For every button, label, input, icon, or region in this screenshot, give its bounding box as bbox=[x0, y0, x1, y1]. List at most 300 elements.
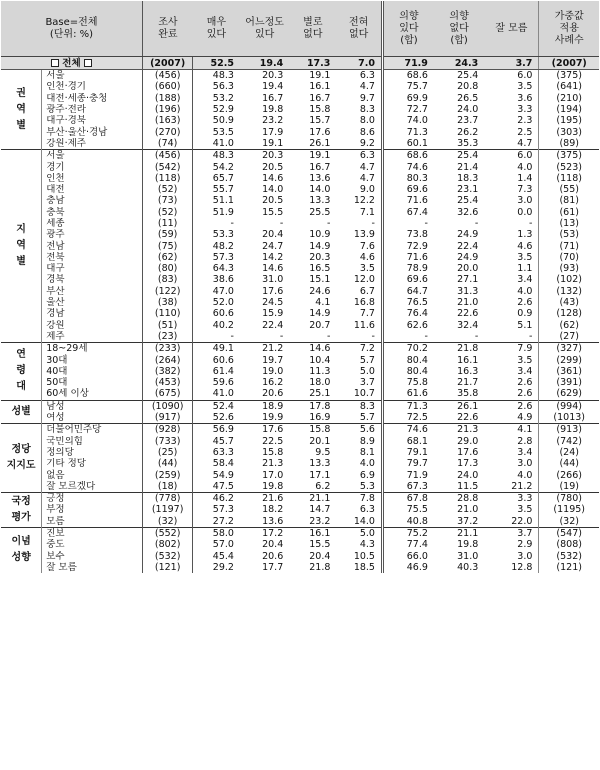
percent-cell: 14.9 bbox=[309, 240, 331, 252]
row-label-cell: 서울 bbox=[42, 70, 143, 82]
row-label-cell: 정의당 bbox=[42, 447, 143, 458]
percent-cell: 2.6 bbox=[517, 377, 533, 389]
percent-cell: 10.9 bbox=[309, 229, 331, 241]
percent-cell: 4.1 bbox=[484, 424, 539, 436]
weighted-count-cell: (55) bbox=[539, 184, 599, 195]
percent-cell: 11.5 bbox=[457, 480, 479, 492]
percent-cell: - bbox=[371, 218, 375, 229]
column-header-line: 없다 bbox=[349, 28, 369, 40]
percent-cell: 25.4 bbox=[434, 150, 484, 162]
percent-cell: 7.7 bbox=[359, 308, 375, 320]
percent-cell: 47.0 bbox=[212, 285, 234, 297]
percent-cell: 21.3 bbox=[434, 424, 484, 436]
table-row bbox=[1, 207, 599, 218]
percent-cell: 20.1 bbox=[309, 435, 331, 447]
weighted-count-cell: (994) bbox=[539, 400, 599, 412]
percent-cell: 2.3 bbox=[517, 115, 533, 127]
percent-cell: 25.1 bbox=[309, 388, 331, 400]
column-header-line: 잘 모름 bbox=[495, 22, 528, 34]
percent-cell: 52.9 bbox=[212, 104, 234, 116]
percent-cell: 28.8 bbox=[434, 492, 484, 504]
table-row bbox=[1, 377, 599, 388]
column-header-line: 없다 bbox=[303, 28, 323, 40]
percent-cell: 21.6 bbox=[240, 492, 289, 504]
row-label-cell: 국민의힘 bbox=[42, 436, 143, 447]
percent-cell: 21.3 bbox=[262, 458, 284, 470]
percent-cell: 17.1 bbox=[309, 469, 331, 481]
percent-cell: 14.7 bbox=[309, 504, 331, 516]
percent-cell: 3.4 bbox=[517, 365, 533, 377]
weighted-count-cell: (1013) bbox=[539, 412, 599, 424]
percent-cell: 23.7 bbox=[457, 115, 479, 127]
row-label-cell: 인천·경기 bbox=[42, 81, 143, 92]
sample-count-cell: (110) bbox=[142, 308, 192, 319]
percent-cell: 3.3 bbox=[517, 104, 533, 116]
sample-count-cell: (32) bbox=[142, 516, 192, 528]
percent-cell: 15.8 bbox=[262, 446, 284, 458]
weighted-count-cell: (19) bbox=[539, 481, 599, 493]
percent-cell: 20.3 bbox=[309, 251, 331, 263]
row-label-cell: 긍정 bbox=[42, 492, 143, 504]
percent-cell: 17.6 bbox=[457, 446, 479, 458]
table-row bbox=[1, 297, 599, 308]
weighted-count-cell: (81) bbox=[539, 195, 599, 206]
weighted-count-cell: (2007) bbox=[539, 57, 599, 70]
row-label-cell: 없음 bbox=[42, 469, 143, 480]
table-row bbox=[1, 481, 599, 493]
percent-cell: 32.6 bbox=[457, 206, 479, 218]
percent-cell: 4.7 bbox=[359, 161, 375, 173]
weighted-count-cell: (61) bbox=[539, 207, 599, 218]
column-header-line: 있다 bbox=[254, 28, 275, 40]
row-label-cell: 울산 bbox=[42, 297, 143, 308]
percent-cell: 20.5 bbox=[262, 161, 284, 173]
table-row bbox=[1, 184, 599, 195]
sample-count-cell: (259) bbox=[142, 469, 192, 480]
percent-cell: 3.0 bbox=[517, 458, 533, 470]
percent-cell: 64.7 bbox=[382, 286, 433, 297]
sample-count-cell: (52) bbox=[142, 184, 192, 195]
percent-cell: 71.6 bbox=[382, 252, 433, 263]
percent-cell: 61.4 bbox=[212, 365, 234, 377]
column-header bbox=[240, 1, 289, 57]
percent-cell: 15.5 bbox=[309, 539, 331, 551]
column-header-line: 있다 bbox=[399, 22, 419, 34]
percent-cell: 66.0 bbox=[382, 550, 433, 561]
weighted-count-cell: (102) bbox=[539, 274, 599, 285]
percent-cell: 17.6 bbox=[262, 285, 284, 297]
percent-cell: 69.6 bbox=[382, 274, 433, 285]
column-header-line: 가중값 bbox=[554, 10, 584, 22]
percent-cell: 20.4 bbox=[309, 550, 331, 562]
percent-cell: 10.4 bbox=[309, 354, 331, 366]
row-label-cell: 전북 bbox=[42, 252, 143, 263]
percent-cell: 76.5 bbox=[382, 297, 433, 308]
percent-cell: - bbox=[230, 218, 234, 229]
percent-cell: 23.1 bbox=[457, 184, 479, 196]
percent-cell: 24.6 bbox=[309, 285, 331, 297]
table-row bbox=[1, 70, 599, 82]
weighted-count-cell: (43) bbox=[539, 297, 599, 308]
percent-cell: 25.5 bbox=[309, 206, 331, 218]
percent-cell: 71.9 bbox=[382, 57, 433, 70]
percent-cell: 20.4 bbox=[262, 229, 284, 241]
table-row bbox=[1, 539, 599, 550]
percent-cell: 4.9 bbox=[517, 412, 533, 424]
table-row bbox=[1, 424, 599, 436]
sample-count-cell: (532) bbox=[142, 550, 192, 561]
percent-cell: 3.7 bbox=[484, 527, 539, 539]
percent-cell: - bbox=[474, 218, 479, 229]
square-bullet-icon bbox=[51, 59, 59, 67]
percent-cell: 17.2 bbox=[240, 527, 289, 539]
weighted-count-cell: (70) bbox=[539, 252, 599, 263]
percent-cell: 8.3 bbox=[359, 104, 375, 116]
weighted-count-cell: (13) bbox=[539, 218, 599, 229]
percent-cell: 17.6 bbox=[240, 424, 289, 436]
percent-cell: 21.0 bbox=[457, 297, 479, 309]
percent-cell: 15.8 bbox=[309, 104, 331, 116]
percent-cell: 0.0 bbox=[517, 206, 533, 218]
percent-cell: 61.6 bbox=[382, 388, 433, 400]
column-header-line: 의향 bbox=[399, 10, 419, 22]
row-label-cell: 대구·경북 bbox=[42, 115, 143, 126]
weighted-count-cell: (375) bbox=[539, 70, 599, 82]
percent-cell: 41.0 bbox=[212, 137, 234, 149]
percent-cell: 15.7 bbox=[309, 115, 331, 127]
sample-count-cell: (51) bbox=[142, 320, 192, 331]
sample-count-cell: (38) bbox=[142, 297, 192, 308]
percent-cell: 24.0 bbox=[457, 104, 479, 116]
sample-count-cell: (270) bbox=[142, 126, 192, 137]
percent-cell: 4.0 bbox=[517, 161, 533, 173]
table-row bbox=[1, 263, 599, 274]
percent-cell: 3.4 bbox=[517, 274, 533, 286]
percent-cell: 24.5 bbox=[262, 297, 284, 309]
weighted-count-cell: (299) bbox=[539, 354, 599, 365]
percent-cell: 20.4 bbox=[262, 539, 284, 551]
row-label-cell: 제주 bbox=[42, 331, 143, 343]
percent-cell: 21.0 bbox=[457, 504, 479, 516]
percent-cell: 25.4 bbox=[457, 70, 479, 82]
percent-cell: 67.4 bbox=[382, 207, 433, 218]
percent-cell: 48.2 bbox=[212, 240, 234, 252]
percent-cell: 4.7 bbox=[359, 81, 375, 93]
column-header-line: 전혀 bbox=[349, 16, 369, 28]
column-header-line: (합) bbox=[450, 34, 468, 46]
table-row bbox=[1, 104, 599, 115]
sample-count-cell: (188) bbox=[142, 93, 192, 104]
percent-cell: 18.0 bbox=[309, 377, 331, 389]
percent-cell: 6.3 bbox=[336, 150, 382, 162]
percent-cell: 11.6 bbox=[353, 319, 375, 331]
percent-cell: 24.7 bbox=[262, 240, 284, 252]
percent-cell: - bbox=[528, 218, 533, 229]
percent-cell: 10.5 bbox=[353, 550, 375, 562]
percent-cell: 63.3 bbox=[212, 446, 234, 458]
percent-cell: 16.3 bbox=[457, 365, 479, 377]
percent-cell: 40.3 bbox=[457, 561, 479, 573]
percent-cell: 57.0 bbox=[212, 539, 234, 551]
percent-cell: 24.0 bbox=[457, 469, 479, 481]
percent-cell: 15.9 bbox=[262, 308, 284, 320]
percent-cell: 19.1 bbox=[289, 150, 336, 162]
percent-cell: 72.9 bbox=[382, 240, 433, 251]
row-label-cell: 잘 모름 bbox=[42, 562, 143, 573]
row-label-cell: 강원 bbox=[42, 320, 143, 331]
sample-count-cell: (778) bbox=[142, 492, 192, 504]
percent-cell: 48.3 bbox=[193, 150, 240, 162]
percent-cell: 60.6 bbox=[212, 354, 234, 366]
percent-cell: 71.3 bbox=[382, 126, 433, 137]
percent-cell: 51.9 bbox=[212, 206, 234, 218]
percent-cell: 21.8 bbox=[309, 561, 331, 573]
row-label-cell: 인천 bbox=[42, 173, 143, 184]
percent-cell: 6.7 bbox=[359, 285, 375, 297]
percent-cell: 35.3 bbox=[457, 137, 479, 149]
column-header-line: 적용 bbox=[559, 22, 579, 34]
percent-cell: 27.1 bbox=[457, 274, 479, 286]
weighted-count-cell: (24) bbox=[539, 447, 599, 458]
percent-cell: 46.9 bbox=[382, 562, 433, 573]
percent-cell: 64.3 bbox=[212, 263, 234, 275]
percent-cell: 26.1 bbox=[434, 400, 484, 412]
column-header bbox=[434, 1, 484, 57]
sample-count-cell: (1197) bbox=[142, 504, 192, 515]
percent-cell: 13.3 bbox=[309, 458, 331, 470]
table-row bbox=[1, 447, 599, 458]
percent-cell: 14.9 bbox=[309, 308, 331, 320]
weighted-count-cell: (121) bbox=[539, 562, 599, 573]
percent-cell: 18.3 bbox=[457, 172, 479, 184]
percent-cell: 3.0 bbox=[517, 195, 533, 207]
column-header bbox=[193, 1, 240, 57]
percent-cell: 72.7 bbox=[382, 104, 433, 115]
percent-cell: 21.1 bbox=[434, 527, 484, 539]
percent-cell: 24.9 bbox=[457, 229, 479, 241]
row-label-cell: 세종 bbox=[42, 218, 143, 229]
percent-cell: 57.3 bbox=[212, 504, 234, 516]
percent-cell: 2.6 bbox=[484, 400, 539, 412]
table-row bbox=[1, 240, 599, 251]
percent-cell: 60.1 bbox=[382, 138, 433, 150]
percent-cell: 16.2 bbox=[262, 377, 284, 389]
percent-cell: 70.2 bbox=[382, 343, 433, 355]
row-label-cell: 더불어민주당 bbox=[42, 424, 143, 436]
table-row bbox=[1, 138, 599, 150]
weighted-count-cell: (742) bbox=[539, 436, 599, 447]
percent-cell: 23.2 bbox=[262, 115, 284, 127]
percent-cell: 4.7 bbox=[517, 137, 533, 149]
percent-cell: 4.3 bbox=[359, 539, 375, 551]
percent-cell: 16.7 bbox=[309, 161, 331, 173]
sample-count-cell: (675) bbox=[142, 388, 192, 400]
percent-cell: 19.1 bbox=[309, 70, 331, 82]
row-label-cell: 대전·세종·충청 bbox=[42, 93, 143, 104]
sample-count-cell: (542) bbox=[142, 161, 192, 172]
row-label-cell: 50대 bbox=[42, 377, 143, 388]
weighted-count-cell: (93) bbox=[539, 263, 599, 274]
percent-cell: 55.7 bbox=[212, 184, 234, 196]
weighted-count-cell: (62) bbox=[539, 320, 599, 331]
sample-count-cell: (802) bbox=[142, 539, 192, 550]
percent-cell: 12.8 bbox=[511, 561, 533, 573]
sample-count-cell: (2007) bbox=[142, 57, 192, 70]
percent-cell: 22.4 bbox=[262, 319, 284, 331]
percent-cell: 56.9 bbox=[193, 424, 240, 436]
row-label-cell: 충북 bbox=[42, 207, 143, 218]
percent-cell: 14.0 bbox=[309, 184, 331, 196]
percent-cell: 75.7 bbox=[382, 81, 433, 92]
percent-cell: 19.8 bbox=[262, 104, 284, 116]
percent-cell: 3.5 bbox=[517, 251, 533, 263]
group-label-cell: 지 역 별 bbox=[1, 150, 42, 343]
column-header bbox=[382, 1, 433, 57]
percent-cell: 31.0 bbox=[262, 274, 284, 286]
sample-count-cell: (23) bbox=[142, 331, 192, 343]
sample-count-cell: (74) bbox=[142, 138, 192, 150]
group-label-cell: 이념 성향 bbox=[1, 527, 42, 573]
table-row bbox=[1, 173, 599, 184]
percent-cell: 14.6 bbox=[289, 343, 336, 355]
row-label-cell: 30대 bbox=[42, 354, 143, 365]
percent-cell: 9.7 bbox=[359, 92, 375, 104]
percent-cell: 68.6 bbox=[382, 150, 433, 162]
row-label-cell: 18~29세 bbox=[42, 343, 143, 355]
percent-cell: 40.8 bbox=[382, 516, 433, 528]
percent-cell: 12.0 bbox=[353, 274, 375, 286]
column-header-line: 매우 bbox=[206, 16, 227, 28]
percent-cell: 19.0 bbox=[262, 365, 284, 377]
row-label-cell: 잘 모르겠다 bbox=[42, 481, 143, 493]
percent-cell: 72.5 bbox=[382, 412, 433, 424]
percent-cell: 53.3 bbox=[212, 229, 234, 241]
weighted-count-cell: (128) bbox=[539, 308, 599, 319]
percent-cell: 3.7 bbox=[484, 57, 539, 70]
sample-count-cell: (382) bbox=[142, 366, 192, 377]
percent-cell: 19.4 bbox=[262, 81, 284, 93]
percent-cell: 29.2 bbox=[212, 561, 234, 573]
survey-result-table bbox=[1, 1, 599, 573]
percent-cell: 32.4 bbox=[457, 319, 479, 331]
group-label-cell: 권 역 별 bbox=[1, 70, 42, 150]
percent-cell: 7.1 bbox=[359, 206, 375, 218]
base-label: Base=전체 bbox=[45, 16, 98, 28]
percent-cell: 5.0 bbox=[359, 365, 375, 377]
percent-cell: - bbox=[326, 218, 331, 229]
table-body bbox=[1, 57, 599, 574]
table-row bbox=[1, 218, 599, 229]
square-bullet-icon bbox=[84, 59, 92, 67]
column-header bbox=[289, 1, 336, 57]
row-label-cell: 부산·울산·경남 bbox=[42, 126, 143, 137]
percent-cell: 6.0 bbox=[484, 150, 539, 162]
percent-cell: 0.9 bbox=[517, 308, 533, 320]
column-header bbox=[142, 1, 192, 57]
percent-cell: 7.3 bbox=[517, 184, 533, 196]
percent-cell: 54.2 bbox=[212, 161, 234, 173]
percent-cell: 31.3 bbox=[457, 285, 479, 297]
percent-cell: 15.5 bbox=[262, 206, 284, 218]
weighted-count-cell: (361) bbox=[539, 366, 599, 377]
sample-count-cell: (80) bbox=[142, 263, 192, 274]
percent-cell: 16.8 bbox=[353, 297, 375, 309]
percent-cell: 4.1 bbox=[315, 297, 331, 309]
weighted-count-cell: (266) bbox=[539, 469, 599, 480]
sample-count-cell: (73) bbox=[142, 195, 192, 206]
column-header-line: 사례수 bbox=[554, 34, 584, 46]
percent-cell: 16.1 bbox=[309, 81, 331, 93]
row-label-cell: 여성 bbox=[42, 412, 143, 424]
percent-cell: - bbox=[279, 218, 284, 229]
percent-cell: 51.1 bbox=[212, 195, 234, 207]
percent-cell: 78.9 bbox=[382, 263, 433, 274]
table-row bbox=[1, 366, 599, 377]
percent-cell: 15.8 bbox=[289, 424, 336, 436]
percent-cell: 4.0 bbox=[359, 458, 375, 470]
table-row bbox=[1, 354, 599, 365]
percent-cell: 67.8 bbox=[382, 492, 433, 504]
weighted-count-cell: (195) bbox=[539, 115, 599, 126]
percent-cell: 18.2 bbox=[262, 504, 284, 516]
percent-cell: 8.6 bbox=[359, 126, 375, 138]
percent-cell: 5.3 bbox=[359, 480, 375, 492]
percent-cell: 79.1 bbox=[382, 447, 433, 458]
percent-cell: - bbox=[382, 218, 433, 229]
percent-cell: 80.4 bbox=[382, 354, 433, 365]
group-label-cell: 성별 bbox=[1, 400, 42, 424]
percent-cell: 5.7 bbox=[359, 354, 375, 366]
percent-cell: 79.7 bbox=[382, 458, 433, 469]
percent-cell: 7.6 bbox=[359, 240, 375, 252]
percent-cell: 24.3 bbox=[434, 57, 484, 70]
weighted-count-cell: (1195) bbox=[539, 504, 599, 515]
weighted-count-cell: (89) bbox=[539, 138, 599, 150]
percent-cell: 3.4 bbox=[517, 446, 533, 458]
percent-cell: 24.9 bbox=[457, 251, 479, 263]
percent-cell: 46.2 bbox=[193, 492, 240, 504]
percent-cell: 21.1 bbox=[289, 492, 336, 504]
percent-cell: 52.0 bbox=[212, 297, 234, 309]
percent-cell: 13.6 bbox=[309, 172, 331, 184]
percent-cell: - bbox=[326, 330, 331, 342]
weighted-count-cell: (547) bbox=[539, 527, 599, 539]
sample-count-cell: (456) bbox=[142, 150, 192, 162]
sample-count-cell: (733) bbox=[142, 436, 192, 447]
percent-cell: 20.7 bbox=[309, 319, 331, 331]
sample-count-cell: (122) bbox=[142, 286, 192, 297]
sample-count-cell: (62) bbox=[142, 252, 192, 263]
percent-cell: 13.6 bbox=[262, 515, 284, 527]
percent-cell: 71.6 bbox=[382, 195, 433, 206]
weighted-count-cell: (32) bbox=[539, 516, 599, 528]
percent-cell: 17.3 bbox=[457, 458, 479, 470]
base-header-cell bbox=[1, 1, 142, 57]
percent-cell: 2.6 bbox=[517, 388, 533, 400]
percent-cell: 74.6 bbox=[382, 161, 433, 172]
percent-cell: 67.3 bbox=[382, 481, 433, 493]
percent-cell: 2.8 bbox=[517, 435, 533, 447]
row-label-cell: 기타 정당 bbox=[42, 458, 143, 469]
percent-cell: 37.2 bbox=[457, 515, 479, 527]
percent-cell: 74.0 bbox=[382, 115, 433, 126]
percent-cell: 6.9 bbox=[359, 469, 375, 481]
row-label-cell: 대구 bbox=[42, 263, 143, 274]
row-label-cell: 중도 bbox=[42, 539, 143, 550]
percent-cell: 9.0 bbox=[359, 184, 375, 196]
percent-cell: 1.3 bbox=[517, 229, 533, 241]
percent-cell: 71.9 bbox=[382, 469, 433, 480]
